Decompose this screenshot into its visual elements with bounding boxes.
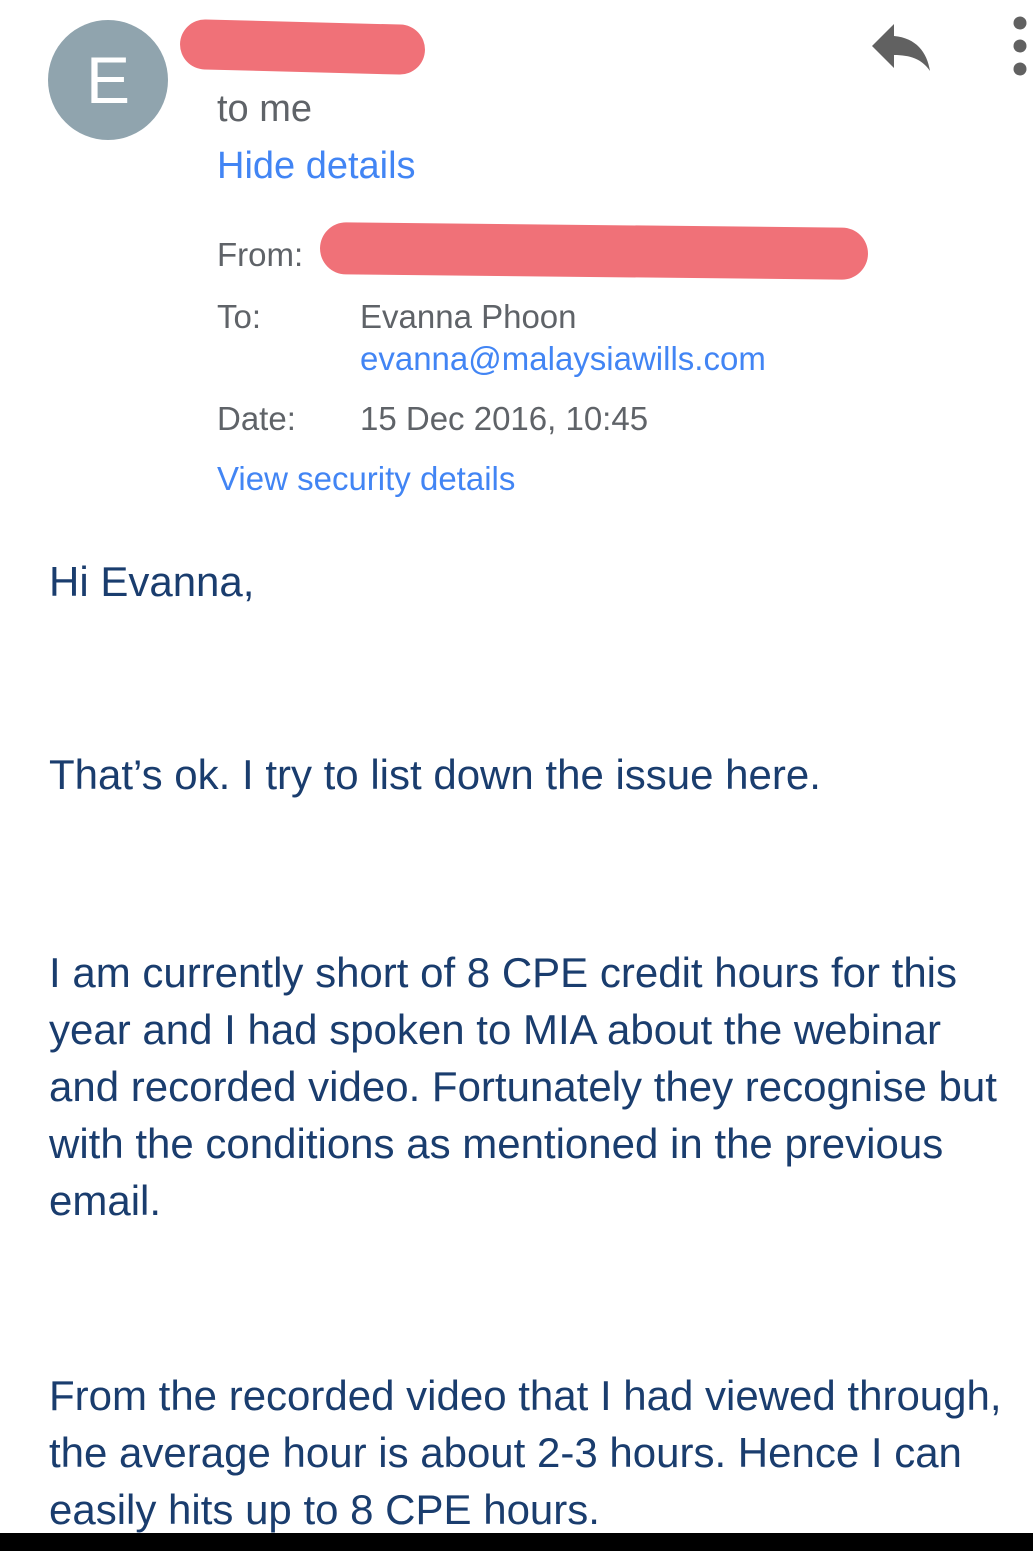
hide-details-link[interactable]: Hide details xyxy=(217,145,416,187)
avatar-letter: E xyxy=(85,43,131,117)
to-name: Evanna Phoon xyxy=(360,298,577,335)
email-paragraph-2: I am currently short of 8 CPE credit hours for this year and I had spoken to MIA about the webinar and recorded video. Fortunately they recognise but with the conditions as mentioned in the previous email. xyxy=(49,949,997,1224)
email-paragraph-3: From the recorded video that I had viewed through, the average hour is about 2-3 hours. Hence I can easily hits up to 8 CPE hours. xyxy=(49,1372,1002,1533)
to-label: To: xyxy=(217,298,262,335)
bottom-edge-bar xyxy=(0,1533,1033,1551)
redacted-sender-name xyxy=(179,19,425,75)
date-label: Date: xyxy=(217,400,296,437)
recipient-summary: to me xyxy=(217,88,313,130)
more-vert-icon xyxy=(998,10,1033,80)
reply-button[interactable] xyxy=(868,18,934,74)
reply-icon xyxy=(868,18,934,74)
more-options-button[interactable] xyxy=(998,10,1033,80)
view-security-details-link[interactable]: View security details xyxy=(217,460,516,497)
date-value: 15 Dec 2016, 10:45 xyxy=(360,400,649,437)
from-label: From: xyxy=(217,236,304,273)
email-greeting: Hi Evanna, xyxy=(49,558,255,605)
to-email-link[interactable]: evanna@malaysiawills.com xyxy=(360,340,766,377)
redacted-from-address xyxy=(320,222,869,280)
email-paragraph-1: That’s ok. I try to list down the issue here. xyxy=(49,751,821,798)
sender-avatar[interactable] xyxy=(48,20,168,140)
